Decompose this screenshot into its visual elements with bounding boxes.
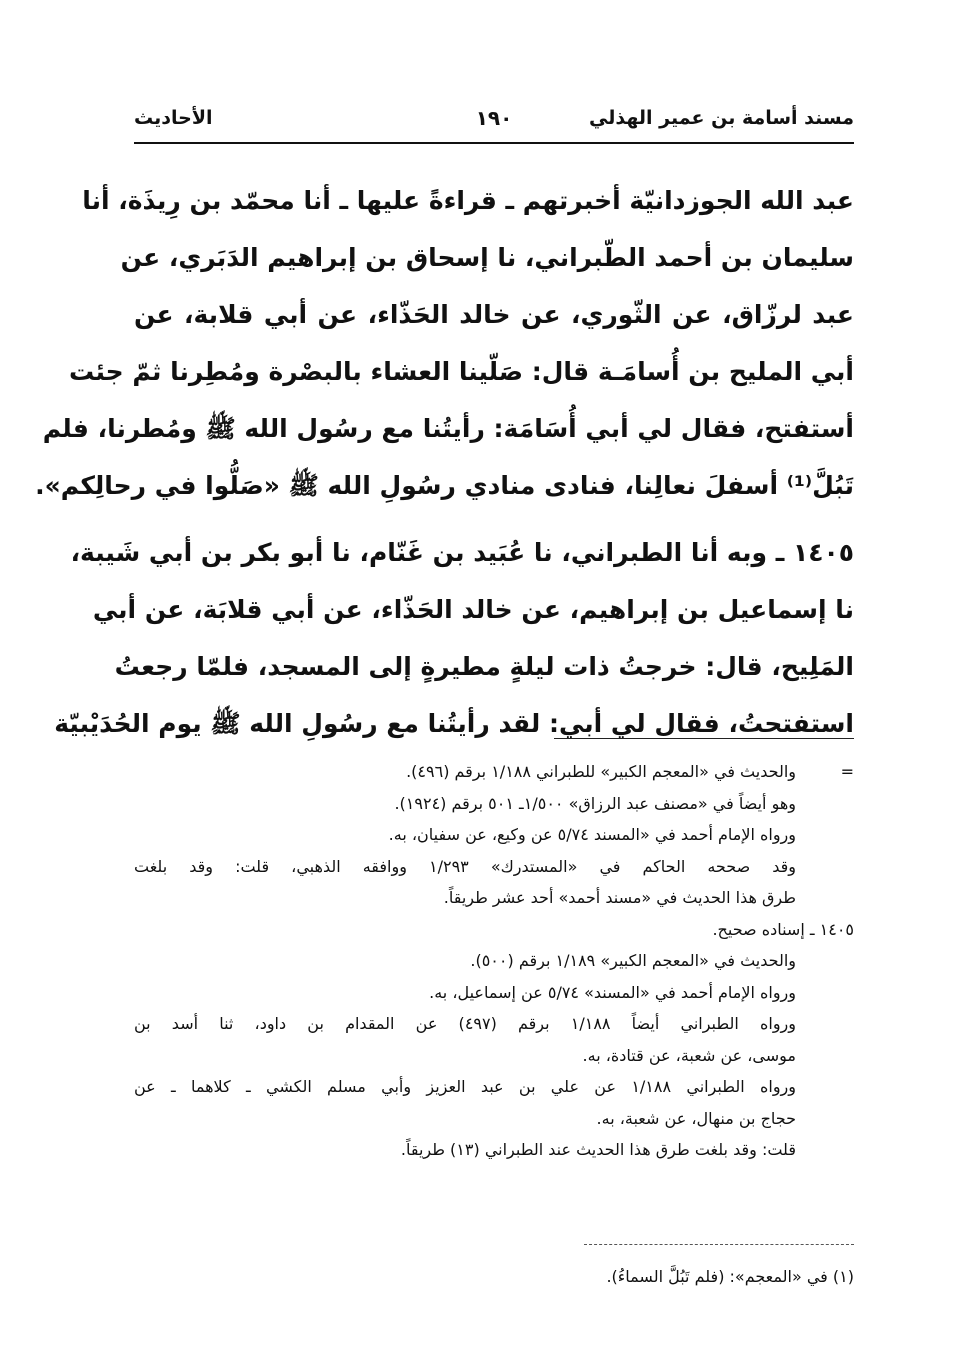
footnote-line: ورواه الإمام أحمد في «المسند ٥/٧٤ عن وكيع، عن سفيان، به.	[388, 825, 796, 844]
footnote-line: =والحديث في «المعجم الكبير» للطبراني ١/١٨٨ برقم (٤٩٦).	[134, 756, 854, 788]
footnotes	[134, 756, 854, 1166]
text-line: سليمان بن أحمد الطّبراني، نا إسحاق بن إبراهيم الدَبَري، عن	[120, 243, 854, 272]
text-line: أبي المليح بن أُسامَـة قال: صَلّينا العشاء بالبصْرة ومُطِرنا ثمّ جئت	[68, 357, 854, 386]
footnote-separator	[554, 738, 854, 739]
footnote-line: وهو أيضاً في «مصنف عبد الرزاق» ١/٥٠٠ـ ٥٠١ برقم (١٩٢٤).	[394, 793, 796, 813]
page-number: ١٩٠	[475, 106, 513, 130]
note-separator	[584, 1244, 854, 1245]
hadith-1405-line: ١٤٠٥ ـ وبه أنا الطبراني، نا عُبَيد بن غَنّام، نا أبو بكر بن أبي شَيبة،	[70, 538, 854, 567]
footnote-hadith-number: ١٤٠٥	[819, 919, 854, 939]
section-title: الأحاديث	[134, 107, 213, 129]
continuation-mark: =	[840, 762, 854, 781]
text-line: تَبُلَّ⁽¹⁾ أسفلَ نعالِنا، فنادى منادي رسُولِ الله ﷺ «صَلُّوا في رحالِكم».	[35, 471, 854, 500]
text-line: عبد لرزّاق، عن الثّوري، عن خالد الحَذّاء، عن أبي قلابة، عن	[134, 300, 854, 329]
footnote-line: والحديث في «المعجم الكبير» ١/١٨٩ برقم (٥٠٠).	[470, 951, 796, 970]
text-line: أستفتح، فقال لي أبي أُسَامَة: رأيتُنا مع رسُول الله ﷺ ومُطرنا، فلم	[42, 414, 854, 443]
bottom-note: (١) في «المعجم»: (فلم تَبُلَّ السماءُ).	[606, 1267, 854, 1286]
footnote-line: قلت: وقد بلغت طرق هذا الحديث عند الطبراني (١٣) طريقاً.	[400, 1140, 796, 1159]
text-line: عبد الله الجوزدانيّة أخبرتهم ـ قراءةً عليها ـ أنا محمّد بن رِيذَة، أنا	[82, 186, 854, 215]
main-text	[35, 172, 854, 752]
footnote-line: ورواه الطبراني أيضاً ١/١٨٨ برقم (٤٩٧) عن المقدام بن داود، ثنا أسد بن	[134, 1014, 797, 1033]
page-header	[134, 104, 854, 144]
footnote-line: وقد صححه الحاكم في «المستدرك» ١/٢٩٣ ووافقه الذهبي، قلت: وقد بلغت	[134, 856, 796, 876]
footnote-line: طرق هذا الحديث في «مسند أحمد» أحد عشر طريقاً.	[443, 888, 796, 907]
header-rule	[134, 142, 854, 144]
footnote-line: ورواه الإمام أحمد في «المسند» ٥/٧٤ عن إسماعيل، به.	[429, 982, 796, 1002]
footnote-line: ورواه الطبراني ١/١٨٨ عن علي بن عبد العزيز وأبي مسلم الكشي ـ كلاهما ـ عن	[134, 1077, 797, 1096]
footnote-line: حجاج بن منهال، عن شعبة، به.	[596, 1108, 796, 1128]
footnote-hadith-head: ١٤٠٥ ـ إسناده صحيح.	[712, 919, 854, 939]
running-title: مسند أسامة بن عمير الهذلي	[589, 107, 854, 129]
footnote-line: موسى، عن شعبة، عن قتادة، به.	[582, 1045, 796, 1065]
text-line: نا إسماعيل بن إبراهيم، عن خالد الحَذّاء، عن أبي قلابَة، عن أبي	[92, 595, 854, 624]
text-line: المَلِيح، قال: خرجتُ ذات ليلةٍ مطيرةٍ إلى المسجد، فلمّا رجعتُ	[114, 652, 854, 681]
text-line: استفتحتُ، فقال لي أبي: لقد رأيتُنا مع رسُولِ الله ﷺ يوم الحُدَيْبيّة	[54, 709, 854, 738]
